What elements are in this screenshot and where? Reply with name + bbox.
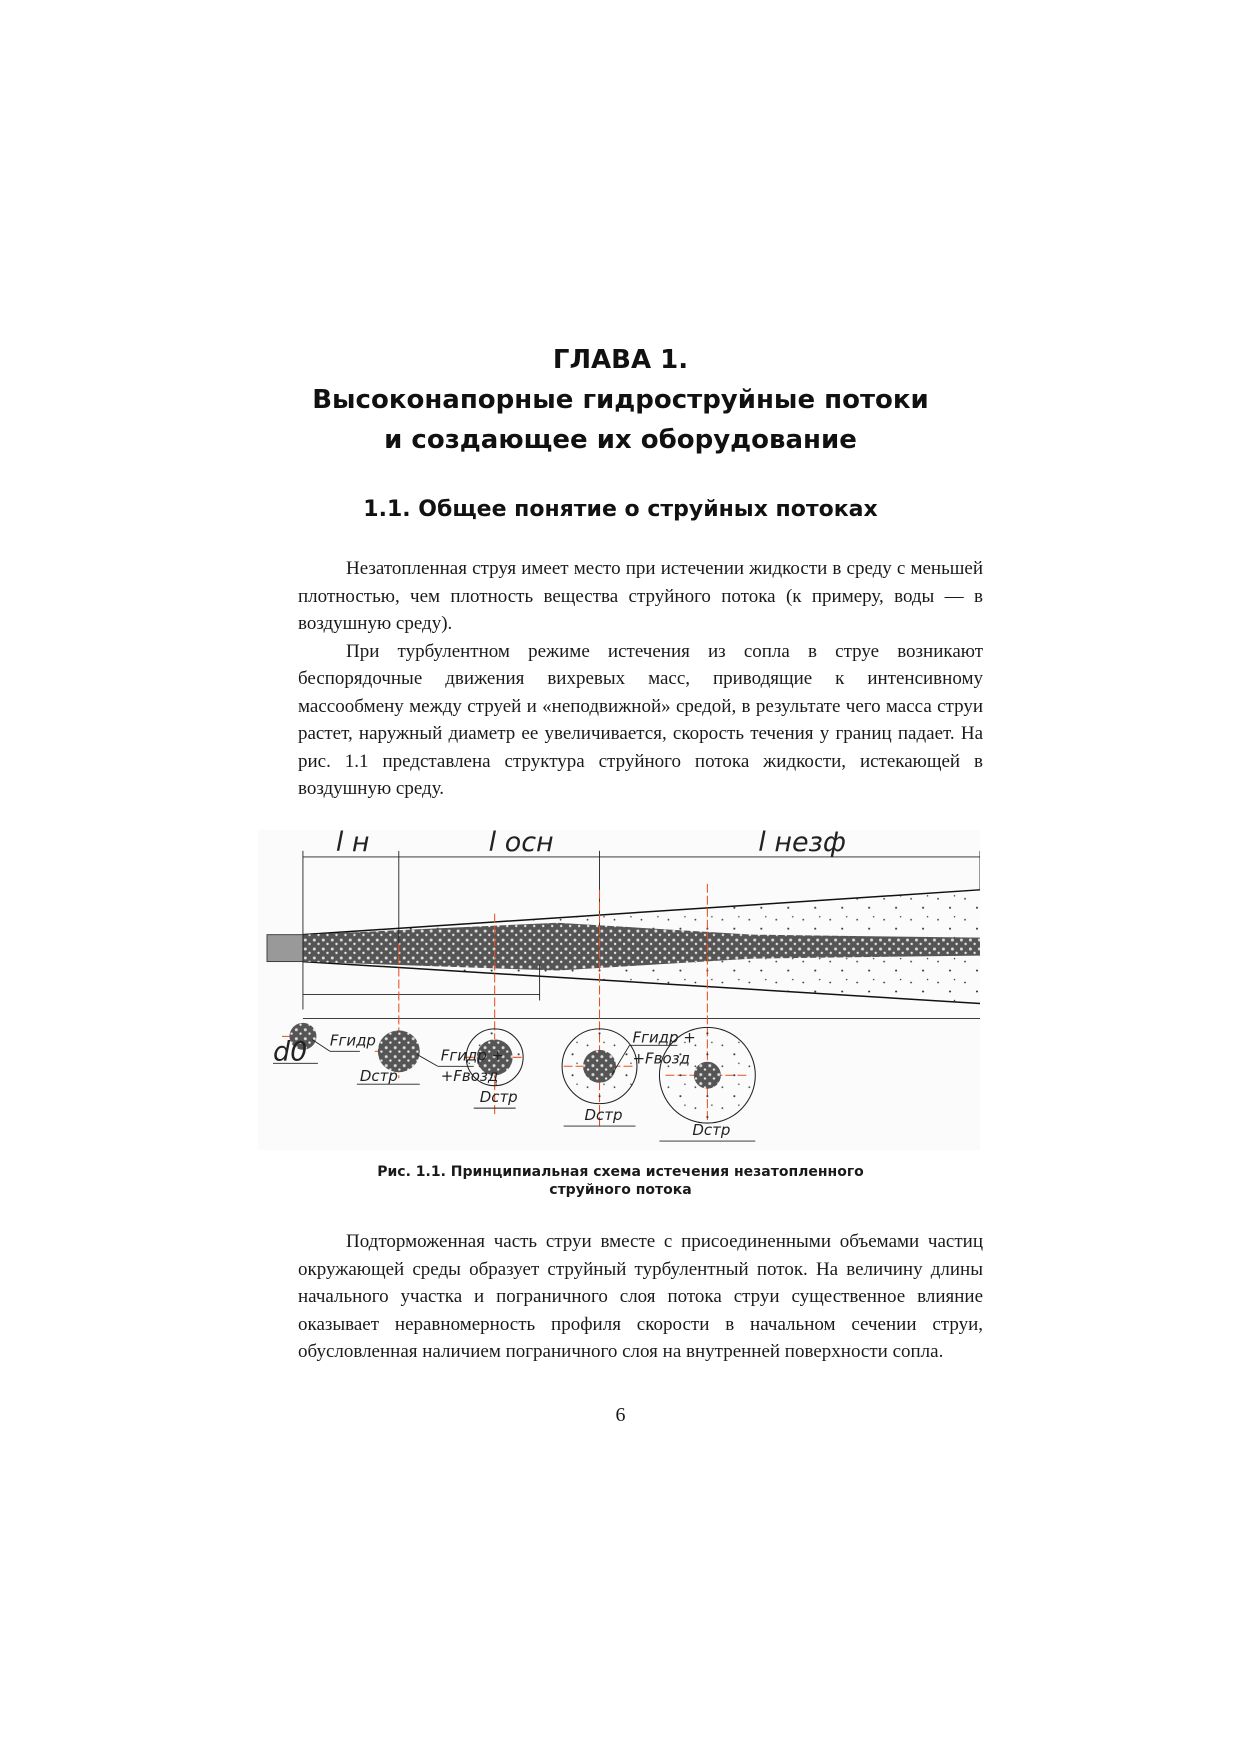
section-circle-2	[378, 1030, 420, 1072]
label-f-gidr-4: Fгидр +	[632, 1028, 696, 1047]
label-d-str-4: Dстр	[584, 1106, 623, 1125]
paragraph: При турбулентном режиме истечения из сопла в струе возникают беспорядочные движения вихревых масс, приводящие к интенсивному массообмену между струей и «неподвижной» средой, в результате чего масса струи растет, наружный диаметр ее увеличивается, скорость течения у границ падает. На рис. 1.1 представлена структура струйного потока жидкости, истекающей в воздушную среду.	[298, 640, 983, 799]
figure-jet-diagram	[258, 830, 980, 1150]
label-l-nezf: l незф	[758, 830, 846, 858]
chapter-title-line2: и создающее их оборудование	[384, 425, 857, 455]
caption-line2: струйного потока	[549, 1182, 692, 1198]
chapter-title-line1: Высоконапорные гидроструйные потоки	[312, 385, 929, 415]
label-d-str-3: Dстр	[479, 1088, 518, 1107]
label-f-gidr: Fгидр	[329, 1031, 376, 1050]
label-d-str-5: Dстр	[692, 1121, 731, 1140]
label-d-str-2: Dстр	[359, 1067, 398, 1086]
section-title: 1.1. Общее понятие о струйных потоках	[363, 497, 878, 522]
label-f-gidr-2: Fгидр +	[440, 1046, 505, 1065]
label-l-n: l н	[335, 830, 370, 858]
paragraph: Незатопленная струя имеет место при истечении жидкости в среду с меньшей плотностью, чем плотность вещества струйного потока (к примеру, воды — в воздушную среду).	[298, 558, 983, 634]
body-text-bottom	[298, 1228, 983, 1366]
label-d0: d0	[272, 1036, 308, 1068]
figure-caption	[0, 1163, 1241, 1199]
nozzle	[267, 935, 303, 962]
jet-schematic	[258, 830, 980, 1150]
label-f-vozd-2: +Fвозд	[440, 1067, 499, 1086]
body-text-top	[298, 555, 983, 803]
chapter-label: ГЛАВА 1.	[552, 345, 689, 375]
page-number: 6	[615, 1404, 626, 1426]
paragraph: Подторможенная часть струи вместе с присоединенными объемами частиц окружающей среды образует струйный турбулентный поток. На величину длины начального участка и пограничного слоя потока струи существенное влияние оказывает неравномерность профиля скорости в начальном сечении струи, обусловленная наличием пограничного слоя на внутренней поверхности сопла.	[298, 1231, 983, 1362]
caption-line1: Рис. 1.1. Принципиальная схема истечения незатопленного	[377, 1164, 864, 1180]
label-l-osn: l осн	[488, 830, 554, 858]
label-f-vozd-4: +Fвозд	[632, 1049, 690, 1068]
